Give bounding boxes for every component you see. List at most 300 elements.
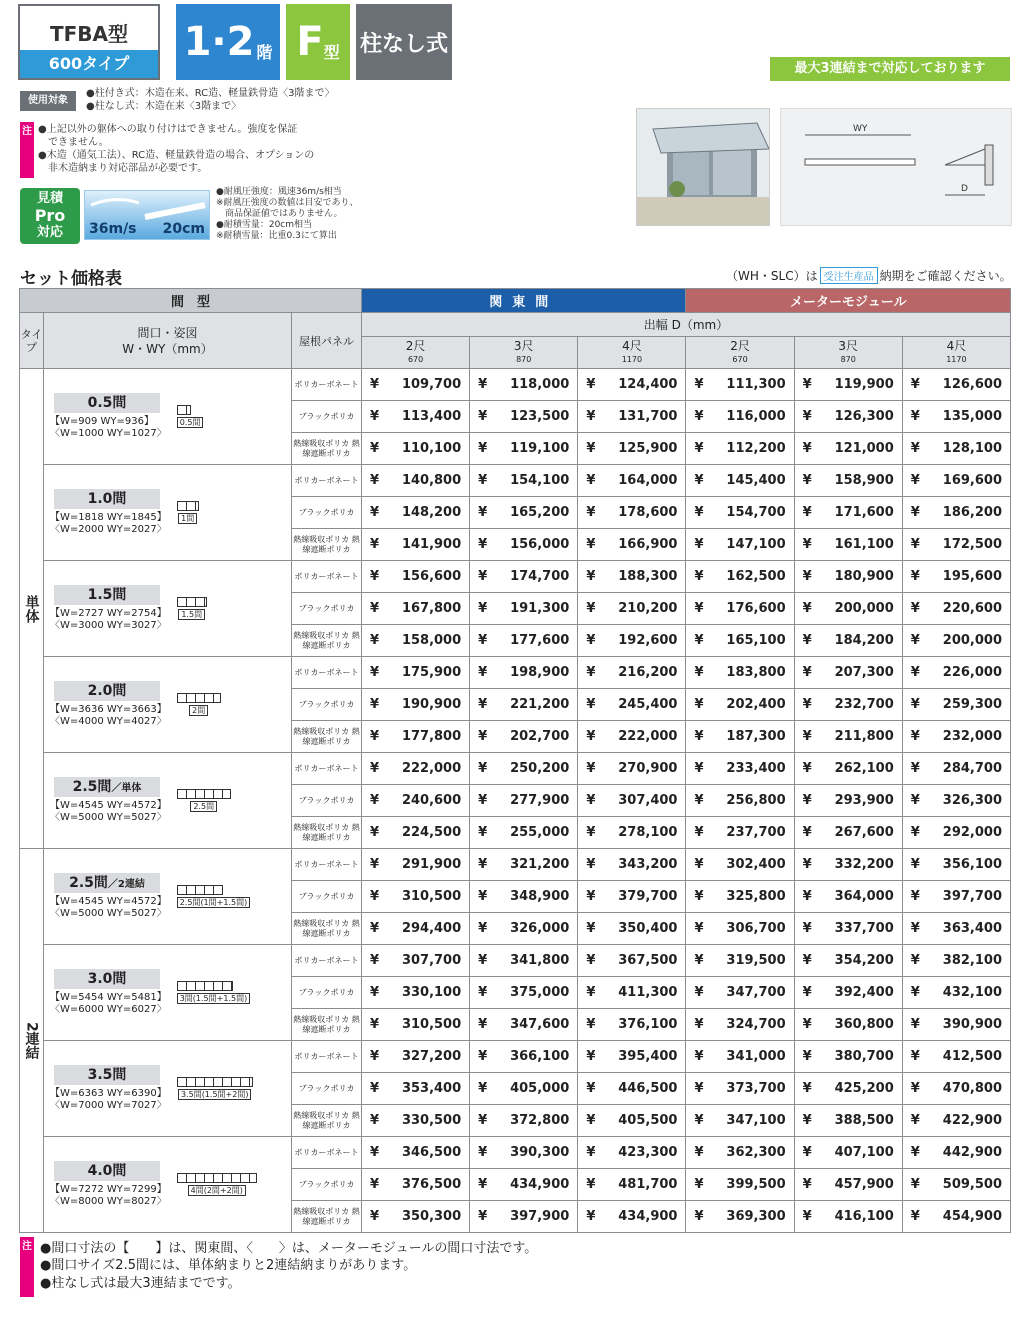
yen-sign: ¥	[478, 857, 488, 872]
price-cell	[470, 689, 578, 721]
yen-sign: ¥	[694, 1049, 704, 1064]
price-cell	[470, 913, 578, 945]
yen-sign: ¥	[586, 729, 596, 744]
depth-mm: 870	[840, 354, 856, 364]
type-unit: 型	[323, 42, 340, 62]
yen-sign: ¥	[694, 1177, 704, 1192]
size-figure-label: 0.5間	[177, 417, 204, 428]
caution-line: ●木造（通気工法）、RC造、軽量鉄骨造の場合、オプションの	[38, 150, 315, 161]
yen-sign: ¥	[586, 537, 596, 552]
price-value: 293,900	[834, 793, 894, 808]
price-cell	[362, 1137, 470, 1169]
yen-sign: ¥	[586, 761, 596, 776]
size-name	[54, 489, 160, 509]
yen-sign: ¥	[586, 569, 596, 584]
price-cell	[686, 945, 794, 977]
price-value: 175,900	[401, 665, 462, 680]
price-cell	[902, 913, 1010, 945]
yen-sign: ¥	[802, 825, 812, 840]
yen-sign: ¥	[478, 953, 488, 968]
yen-sign: ¥	[478, 1049, 488, 1064]
price-cell	[686, 1105, 794, 1137]
yen-sign: ¥	[910, 1209, 920, 1224]
depth-label: 2尺	[405, 338, 426, 353]
price-value: 372,800	[510, 1113, 570, 1128]
price-value: 224,500	[401, 825, 462, 840]
footnote-label: 注	[20, 1237, 34, 1297]
price-value: 118,000	[510, 377, 570, 392]
model-subtype: 600タイプ	[20, 50, 158, 78]
price-cell	[470, 945, 578, 977]
price-value: 256,800	[726, 793, 786, 808]
price-value: 186,200	[942, 505, 1002, 520]
width-kanto: 【W=4545 WY=4572】	[50, 896, 167, 907]
price-value: 109,700	[401, 377, 462, 392]
yen-sign: ¥	[694, 825, 704, 840]
yen-sign: ¥	[586, 985, 596, 1000]
yen-sign: ¥	[802, 601, 812, 616]
price-value: 379,700	[618, 889, 678, 904]
price-cell	[578, 881, 686, 913]
price-cell	[362, 401, 470, 433]
size-figure-label: 1.5間	[178, 609, 205, 620]
price-value: 302,400	[726, 857, 786, 872]
panel-type: ポリカーボネート	[292, 753, 362, 785]
price-cell	[362, 945, 470, 977]
price-cell	[794, 561, 902, 593]
yen-sign: ¥	[370, 857, 380, 872]
price-cell	[686, 657, 794, 689]
price-cell	[794, 721, 902, 753]
price-cell	[470, 401, 578, 433]
price-cell	[794, 945, 902, 977]
price-cell	[578, 657, 686, 689]
price-value: 156,000	[510, 537, 570, 552]
depth-mm: 670	[407, 354, 424, 364]
price-value: 376,500	[401, 1177, 462, 1192]
yen-sign: ¥	[910, 473, 920, 488]
price-cell	[578, 369, 686, 401]
price-cell	[794, 1041, 902, 1073]
price-cell	[470, 1137, 578, 1169]
yen-sign: ¥	[694, 921, 704, 936]
price-value: 326,300	[942, 793, 1002, 808]
size-cell	[44, 1137, 292, 1233]
price-value: 382,100	[942, 953, 1002, 968]
size-name-main: 1.5間	[87, 587, 127, 603]
yen-sign: ¥	[586, 953, 596, 968]
price-value: 330,500	[401, 1113, 462, 1128]
price-cell	[578, 497, 686, 529]
width-kanto: 【W=1818 WY=1845】	[50, 512, 167, 523]
yen-sign: ¥	[802, 793, 812, 808]
price-cell	[470, 529, 578, 561]
usage-line: ●柱付き式：木造在来、RC造、軽量鉄骨造〈3階まで〉	[86, 88, 335, 99]
price-cell	[362, 657, 470, 689]
price-value: 284,700	[942, 761, 1002, 776]
price-value: 432,100	[942, 985, 1002, 1000]
width-meter: 〈W=6000 WY=6027〉	[50, 1004, 167, 1015]
price-cell	[470, 753, 578, 785]
price-value: 177,600	[510, 633, 570, 648]
price-value: 425,200	[834, 1081, 894, 1096]
header-meter: メーターモジュール	[686, 289, 1011, 313]
price-value: 390,900	[942, 1017, 1002, 1032]
depth-header	[578, 337, 686, 369]
yen-sign: ¥	[370, 633, 380, 648]
price-cell	[362, 1169, 470, 1201]
table-row	[20, 561, 1011, 593]
price-cell	[578, 753, 686, 785]
footnote-line: ●柱なし式は最大3連結までです。	[40, 1276, 241, 1291]
yen-sign: ¥	[478, 1113, 488, 1128]
price-value: 145,400	[726, 473, 786, 488]
price-cell	[902, 1009, 1010, 1041]
yen-sign: ¥	[586, 409, 596, 424]
price-cell	[470, 561, 578, 593]
yen-sign: ¥	[694, 729, 704, 744]
price-cell	[578, 689, 686, 721]
width-kanto: 【W=909 WY=936】	[50, 416, 154, 427]
price-value: 294,400	[401, 921, 462, 936]
width-meter: 〈W=5000 WY=5027〉	[50, 812, 167, 823]
price-cell	[578, 945, 686, 977]
price-value: 380,700	[834, 1049, 894, 1064]
price-cell	[794, 881, 902, 913]
yen-sign: ¥	[478, 537, 488, 552]
yen-sign: ¥	[694, 377, 704, 392]
floors-tag	[176, 4, 280, 80]
width-meter: 〈W=1000 WY=1027〉	[50, 428, 167, 439]
price-cell	[362, 721, 470, 753]
yen-sign: ¥	[802, 921, 812, 936]
post-tag: 柱なし式	[356, 4, 452, 80]
width-kanto: 【W=7272 WY=7299】	[50, 1184, 167, 1195]
yen-sign: ¥	[694, 1209, 704, 1224]
price-cell	[362, 849, 470, 881]
price-cell	[686, 465, 794, 497]
price-cell	[470, 785, 578, 817]
size-cell	[44, 657, 292, 753]
price-cell	[470, 465, 578, 497]
price-value: 222,000	[401, 761, 462, 776]
price-value: 110,100	[401, 441, 462, 456]
yen-sign: ¥	[370, 409, 380, 424]
price-value: 291,900	[401, 857, 462, 872]
price-value: 262,100	[834, 761, 894, 776]
yen-sign: ¥	[694, 1145, 704, 1160]
size-name	[54, 873, 160, 893]
width-meter: 〈W=8000 WY=8027〉	[50, 1196, 167, 1207]
yen-sign: ¥	[694, 889, 704, 904]
yen-sign: ¥	[478, 985, 488, 1000]
price-cell	[470, 593, 578, 625]
price-value: 509,500	[942, 1177, 1002, 1192]
price-cell	[578, 977, 686, 1009]
width-meter: 〈W=2000 WY=2027〉	[50, 524, 167, 535]
price-cell	[362, 913, 470, 945]
price-cell	[362, 1041, 470, 1073]
price-value: 180,900	[834, 569, 894, 584]
panel-type: ブラックポリカ	[292, 593, 362, 625]
price-value: 397,900	[510, 1209, 570, 1224]
price-cell	[686, 369, 794, 401]
price-cell	[362, 1201, 470, 1233]
price-cell	[686, 1041, 794, 1073]
depth-header	[794, 337, 902, 369]
price-cell	[578, 465, 686, 497]
panel-type: 熱線吸収ポリカ 熱線遮断ポリカ	[292, 721, 362, 753]
yen-sign: ¥	[586, 921, 596, 936]
yen-sign: ¥	[370, 601, 380, 616]
price-value: 375,000	[510, 985, 570, 1000]
panel-type: 熱線吸収ポリカ 熱線遮断ポリカ	[292, 1105, 362, 1137]
yen-sign: ¥	[910, 1113, 920, 1128]
price-value: 362,300	[726, 1145, 786, 1160]
yen-sign: ¥	[586, 441, 596, 456]
yen-sign: ¥	[802, 761, 812, 776]
price-value: 363,400	[942, 921, 1002, 936]
size-cell	[44, 1041, 292, 1137]
usage-text	[86, 87, 335, 113]
price-value: 255,000	[510, 825, 570, 840]
estimate-note: 商品保証値ではありません。	[216, 209, 343, 219]
price-value: 174,700	[510, 569, 570, 584]
yen-sign: ¥	[370, 729, 380, 744]
price-cell	[902, 1073, 1010, 1105]
price-cell	[902, 657, 1010, 689]
price-value: 141,900	[401, 537, 462, 552]
price-value: 154,100	[510, 473, 570, 488]
size-name	[54, 1065, 160, 1085]
price-cell	[902, 881, 1010, 913]
width-kanto: 【W=3636 WY=3663】	[50, 704, 167, 715]
panel-type: ブラックポリカ	[292, 1169, 362, 1201]
yen-sign: ¥	[694, 1017, 704, 1032]
price-value: 111,300	[726, 377, 786, 392]
price-value: 233,400	[726, 761, 786, 776]
type-tag	[286, 4, 350, 80]
price-value: 325,800	[726, 889, 786, 904]
price-value: 190,900	[401, 697, 462, 712]
yen-sign: ¥	[478, 1145, 488, 1160]
price-cell	[902, 817, 1010, 849]
yen-sign: ¥	[694, 953, 704, 968]
price-cell	[362, 625, 470, 657]
yen-sign: ¥	[478, 697, 488, 712]
width-meter: 〈W=7000 WY=7027〉	[50, 1100, 167, 1111]
price-cell	[470, 497, 578, 529]
depth-header	[686, 337, 794, 369]
price-cell	[902, 945, 1010, 977]
price-cell	[902, 433, 1010, 465]
yen-sign: ¥	[370, 1017, 380, 1032]
size-figure	[177, 1173, 257, 1196]
depth-label: 3尺	[513, 338, 534, 353]
price-value: 165,100	[726, 633, 786, 648]
price-cell	[686, 881, 794, 913]
price-cell	[902, 721, 1010, 753]
size-name-main: 2.5間	[72, 779, 112, 795]
price-value: 131,700	[618, 409, 678, 424]
yen-sign: ¥	[586, 697, 596, 712]
size-cell	[44, 465, 292, 561]
price-cell	[794, 785, 902, 817]
table-row	[20, 1137, 1011, 1169]
price-cell	[578, 529, 686, 561]
price-cell	[470, 1073, 578, 1105]
price-value: 154,700	[726, 505, 786, 520]
size-cell	[44, 561, 292, 657]
yen-sign: ¥	[910, 793, 920, 808]
price-cell	[470, 817, 578, 849]
yen-sign: ¥	[370, 1113, 380, 1128]
yen-sign: ¥	[586, 793, 596, 808]
price-value: 250,200	[510, 761, 570, 776]
panel-type: ポリカーボネート	[292, 1041, 362, 1073]
price-value: 191,300	[510, 601, 570, 616]
width-meter: 〈W=3000 WY=3027〉	[50, 620, 167, 631]
size-figure	[177, 693, 221, 716]
price-value: 222,000	[618, 729, 678, 744]
yen-sign: ¥	[802, 889, 812, 904]
price-cell	[578, 433, 686, 465]
yen-sign: ¥	[478, 825, 488, 840]
price-cell	[902, 625, 1010, 657]
snow-value: 20cm	[162, 221, 205, 237]
price-cell	[578, 1137, 686, 1169]
price-value: 158,900	[834, 473, 894, 488]
price-cell	[902, 593, 1010, 625]
panel-type: 熱線吸収ポリカ 熱線遮断ポリカ	[292, 1201, 362, 1233]
yen-sign: ¥	[802, 1145, 812, 1160]
yen-sign: ¥	[910, 1081, 920, 1096]
yen-sign: ¥	[910, 825, 920, 840]
yen-sign: ¥	[910, 985, 920, 1000]
yen-sign: ¥	[586, 377, 596, 392]
price-cell	[578, 625, 686, 657]
price-cell	[686, 401, 794, 433]
depth-label: 2尺	[730, 338, 750, 353]
yen-sign: ¥	[370, 1145, 380, 1160]
awning-top-icon	[177, 1077, 253, 1087]
price-value: 422,900	[942, 1113, 1002, 1128]
type-value: F	[296, 19, 324, 65]
yen-sign: ¥	[370, 793, 380, 808]
price-value: 202,700	[510, 729, 570, 744]
table-row	[20, 849, 1011, 881]
size-name-main: 3.0間	[87, 971, 127, 987]
yen-sign: ¥	[910, 921, 920, 936]
yen-sign: ¥	[694, 665, 704, 680]
price-cell	[902, 785, 1010, 817]
price-value: 373,700	[726, 1081, 786, 1096]
yen-sign: ¥	[694, 409, 704, 424]
price-value: 411,300	[618, 985, 678, 1000]
yen-sign: ¥	[802, 1049, 812, 1064]
price-value: 454,900	[942, 1209, 1002, 1224]
price-value: 341,800	[510, 953, 570, 968]
yen-sign: ¥	[478, 441, 488, 456]
price-cell	[686, 721, 794, 753]
yen-sign: ¥	[586, 601, 596, 616]
yen-sign: ¥	[478, 377, 488, 392]
price-value: 210,200	[618, 601, 678, 616]
yen-sign: ¥	[586, 1017, 596, 1032]
price-value: 126,600	[942, 377, 1002, 392]
order-note-post: 納期をご確認ください。	[879, 269, 1012, 283]
size-name-main: 4.0間	[87, 1163, 127, 1179]
caution-line: ●上記以外の躯体への取り付けはできません。強度を保証	[38, 124, 298, 135]
header-type-col	[20, 313, 44, 369]
price-cell	[470, 721, 578, 753]
size-name-suffix: ／単体	[111, 783, 142, 794]
yen-sign: ¥	[586, 665, 596, 680]
yen-sign: ¥	[478, 505, 488, 520]
price-value: 446,500	[618, 1081, 678, 1096]
price-cell	[578, 401, 686, 433]
panel-type: 熱線吸収ポリカ 熱線遮断ポリカ	[292, 1009, 362, 1041]
price-value: 119,900	[834, 377, 894, 392]
price-value: 232,700	[834, 697, 894, 712]
yen-sign: ¥	[910, 953, 920, 968]
price-cell	[470, 1169, 578, 1201]
order-note-pre: （WH・SLC）は	[726, 269, 818, 283]
price-value: 178,600	[618, 505, 678, 520]
price-value: 220,600	[942, 601, 1002, 616]
price-cell	[470, 1009, 578, 1041]
depth-label: 4尺	[622, 338, 642, 353]
price-cell	[794, 657, 902, 689]
yen-sign: ¥	[802, 697, 812, 712]
size-name-main: 1.0間	[87, 491, 127, 507]
yen-sign: ¥	[478, 729, 488, 744]
size-figure-label: 2.5間	[190, 801, 217, 812]
price-value: 207,300	[834, 665, 894, 680]
price-cell	[794, 529, 902, 561]
price-value: 353,400	[401, 1081, 462, 1096]
price-value: 198,900	[510, 665, 570, 680]
price-cell	[794, 1201, 902, 1233]
price-cell	[362, 561, 470, 593]
width-kanto: 【W=6363 WY=6390】	[50, 1088, 167, 1099]
price-cell	[578, 1009, 686, 1041]
price-cell	[902, 977, 1010, 1009]
yen-sign: ¥	[370, 505, 380, 520]
yen-sign: ¥	[802, 729, 812, 744]
yen-sign: ¥	[478, 1177, 488, 1192]
yen-sign: ¥	[370, 1177, 380, 1192]
price-cell	[794, 369, 902, 401]
awning-top-icon	[177, 501, 199, 511]
size-name	[54, 585, 160, 605]
panel-type: 熱線吸収ポリカ 熱線遮断ポリカ	[292, 625, 362, 657]
size-cell	[44, 849, 292, 945]
yen-sign: ¥	[370, 441, 380, 456]
awning-top-icon	[177, 789, 231, 799]
yen-sign: ¥	[694, 537, 704, 552]
yen-sign: ¥	[910, 1177, 920, 1192]
yen-sign: ¥	[694, 697, 704, 712]
price-value: 310,500	[401, 1017, 462, 1032]
price-cell	[362, 785, 470, 817]
price-cell	[902, 1105, 1010, 1137]
wind-snow-icon	[85, 191, 209, 221]
size-figure	[177, 885, 250, 908]
panel-type: ポリカーボネート	[292, 945, 362, 977]
price-value: 354,200	[834, 953, 894, 968]
yen-sign: ¥	[370, 825, 380, 840]
